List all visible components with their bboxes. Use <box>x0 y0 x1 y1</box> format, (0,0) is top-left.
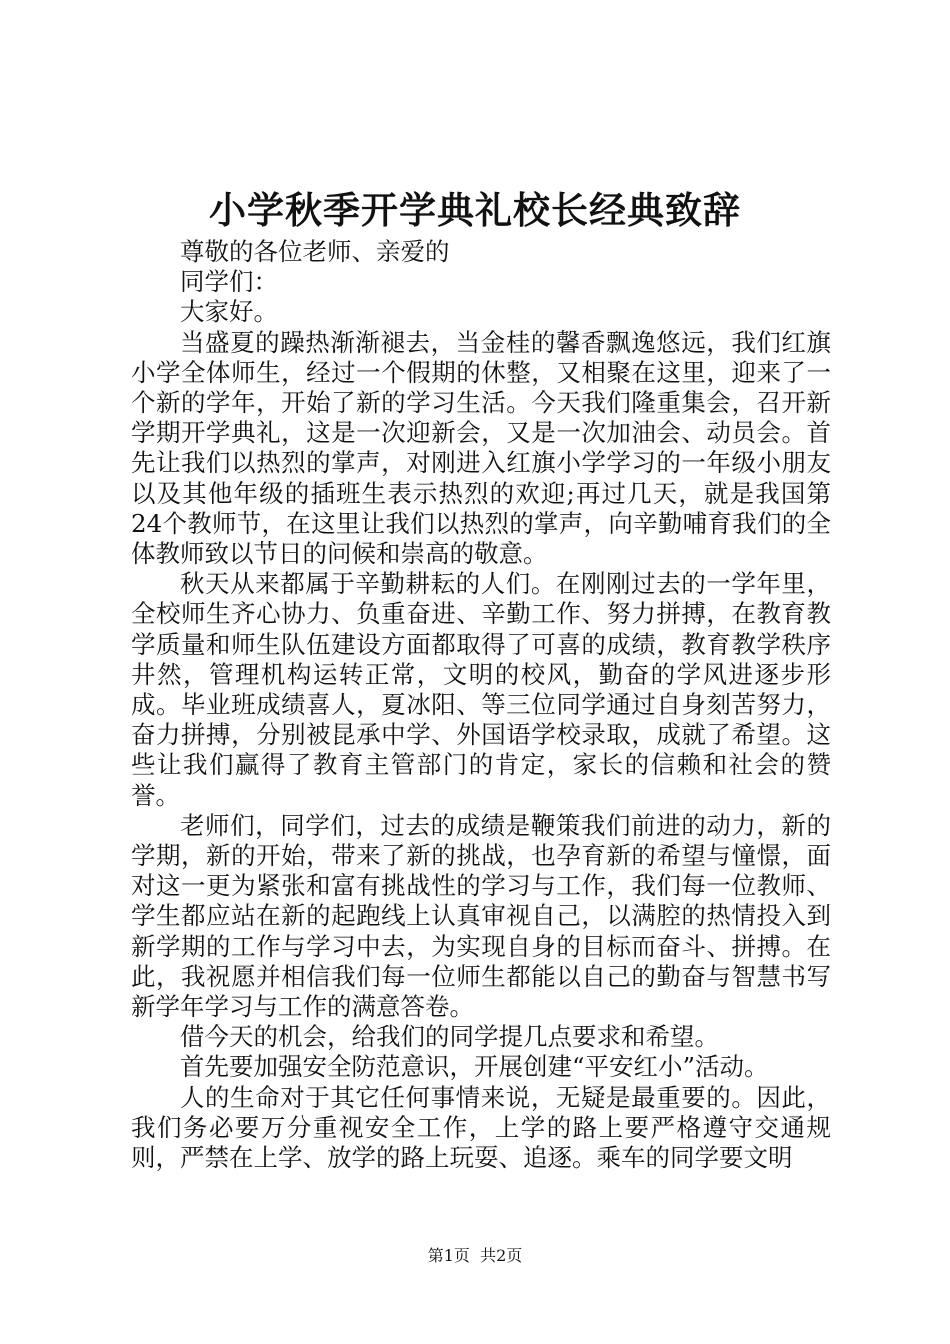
salutation: 大家好。 <box>180 297 278 327</box>
page-footer <box>0 1245 950 1267</box>
paragraph-requests-intro: 借今天的机会，给我们的同学提几点要求和希望。 <box>180 1022 719 1052</box>
paragraph-opening: 当盛夏的躁热渐渐褪去，当金桂的馨香飘逸悠远，我们红旗小学全体师生，经过一个假期的休整，又相聚在这里，迎来了一个新的学年，开始了新的学习生活。今天我们隆重集会，召开新学期开学典礼，这是一次迎新会，又是一次加油会、动员会。首先让我们以热烈的掌声，对刚进入红旗小学学习的一年级小朋友以及其他年级的插班生表示热烈的欢迎;再过几天，就是我国第24个教师节，在这里让我们以热烈的掌声，向辛勤哺育我们的全体教师致以节日的问候和崇高的敬意。 <box>131 327 831 569</box>
paragraph-achievements: 秋天从来都属于辛勤耕耘的人们。在刚刚过去的一学年里，全校师生齐心协力、负重奋进、辛勤工作、努力拼搏，在教育教学质量和师生队伍建设方面都取得了可喜的成绩，教育教学秩序井然，管理机构运转正常，文明的校风，勤奋的学风进逐步形成。毕业班成绩喜人，夏冰阳、等三位同学通过自身刻苦努力，奋力拼搏，分别被昆承中学、外国语学校录取，成就了希望。这些让我们赢得了教育主管部门的肯定，家长的信赖和社会的赞誉。 <box>131 569 831 810</box>
greeting-line: 尊敬的各位老师、亲爱的 <box>180 237 450 266</box>
paragraph-safety-heading: 首先要加强安全防范意识，开展创建“平安红小”活动。 <box>180 1052 769 1082</box>
page-number: 第1页 共2页 <box>427 1246 523 1265</box>
greeting-line-continued: 同学们： <box>180 267 278 297</box>
document-body <box>131 237 831 1173</box>
paragraph-safety: 人的生命对于其它任何事情来说，无疑是最重要的。因此，我们务必要万分重视安全工作，上学的路上要严格遵守交通规则，严禁在上学、放学的路上玩耍、追逐。乘车的同学要文明 <box>131 1082 831 1173</box>
document-title: 小学秋季开学典礼校长经典致辞 <box>209 188 741 232</box>
paragraph-new-term: 老师们，同学们，过去的成绩是鞭策我们前进的动力，新的学期，新的开始，带来了新的挑战，也孕育新的希望与憧憬，面对这一更为紧张和富有挑战性的学习与工作，我们每一位教师、学生都应站在新的起跑线上认真审视自己，以满腔的热情投入到新学期的工作与学习中去，为实现自身的目标而奋斗、拼搏。在此，我祝愿并相信我们每一位师生都能以自己的勤奋与智慧书写新学年学习与工作的满意答卷。 <box>131 810 831 1022</box>
